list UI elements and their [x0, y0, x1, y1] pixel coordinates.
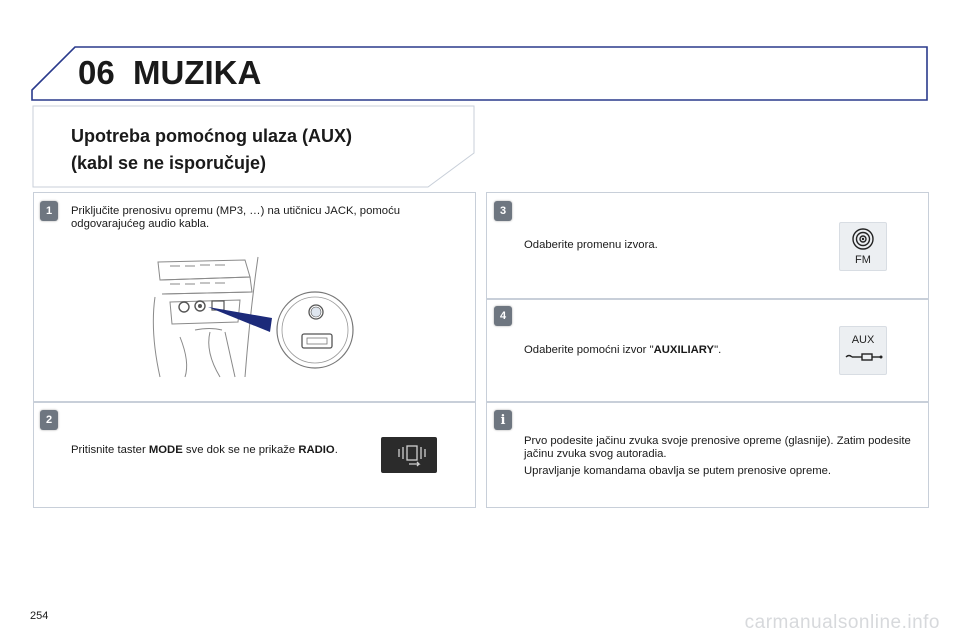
mode-label: MODE	[148, 444, 183, 456]
aux-source-icon	[839, 326, 887, 375]
step2-badge: 2	[40, 410, 58, 430]
mode-button-icon	[381, 437, 437, 473]
jack-socket-illustration	[150, 252, 365, 382]
step4-text-before: Odaberite pomoćni izvor "	[524, 344, 654, 356]
info-icon: i	[494, 410, 512, 430]
step2-text-before: Pritisnite taster	[71, 444, 149, 456]
step1-badge: 1	[40, 201, 58, 221]
step2-text	[71, 444, 351, 457]
step3-text: Odaberite promenu izvora.	[524, 239, 658, 251]
page-number: 254	[30, 610, 49, 622]
section-title-line1: Upotreba pomoćnog ulaza (AUX)	[71, 126, 353, 146]
step3-badge: 3	[494, 201, 512, 221]
fm-source-icon	[839, 222, 887, 271]
step2-text-middle: sve dok se ne prikaže	[182, 444, 299, 456]
info-paragraph1: Prvo podesite jačinu zvuka svoje prenosive opreme (glasnije). Zatim podesite jačinu zvuka svog autoradia.	[524, 435, 911, 460]
info-paragraph2: Upravljanje komandama obavlja se putem prenosive opreme.	[524, 465, 832, 477]
auxiliary-label: AUXILIARY	[653, 344, 715, 356]
step1-text: Priključite prenosivu opremu (MP3, …) na utičnicu JACK, pomoću odgovarajućeg audio kabla.	[71, 205, 400, 230]
step4-text	[524, 344, 814, 357]
chapter-title: MUZIKA	[133, 54, 262, 91]
section-title	[71, 123, 451, 177]
aux-label: AUX	[851, 334, 875, 346]
step4-text-after: ".	[714, 344, 722, 356]
chapter-number: 06	[78, 54, 115, 91]
fm-label: FM	[855, 254, 871, 266]
section-title-line2: (kabl se ne isporučuje)	[71, 153, 267, 173]
step2-text-after: .	[334, 444, 338, 456]
watermark: carmanualsonline.info	[744, 612, 940, 633]
step4-badge: 4	[494, 306, 512, 326]
radio-label: RADIO	[298, 444, 335, 456]
